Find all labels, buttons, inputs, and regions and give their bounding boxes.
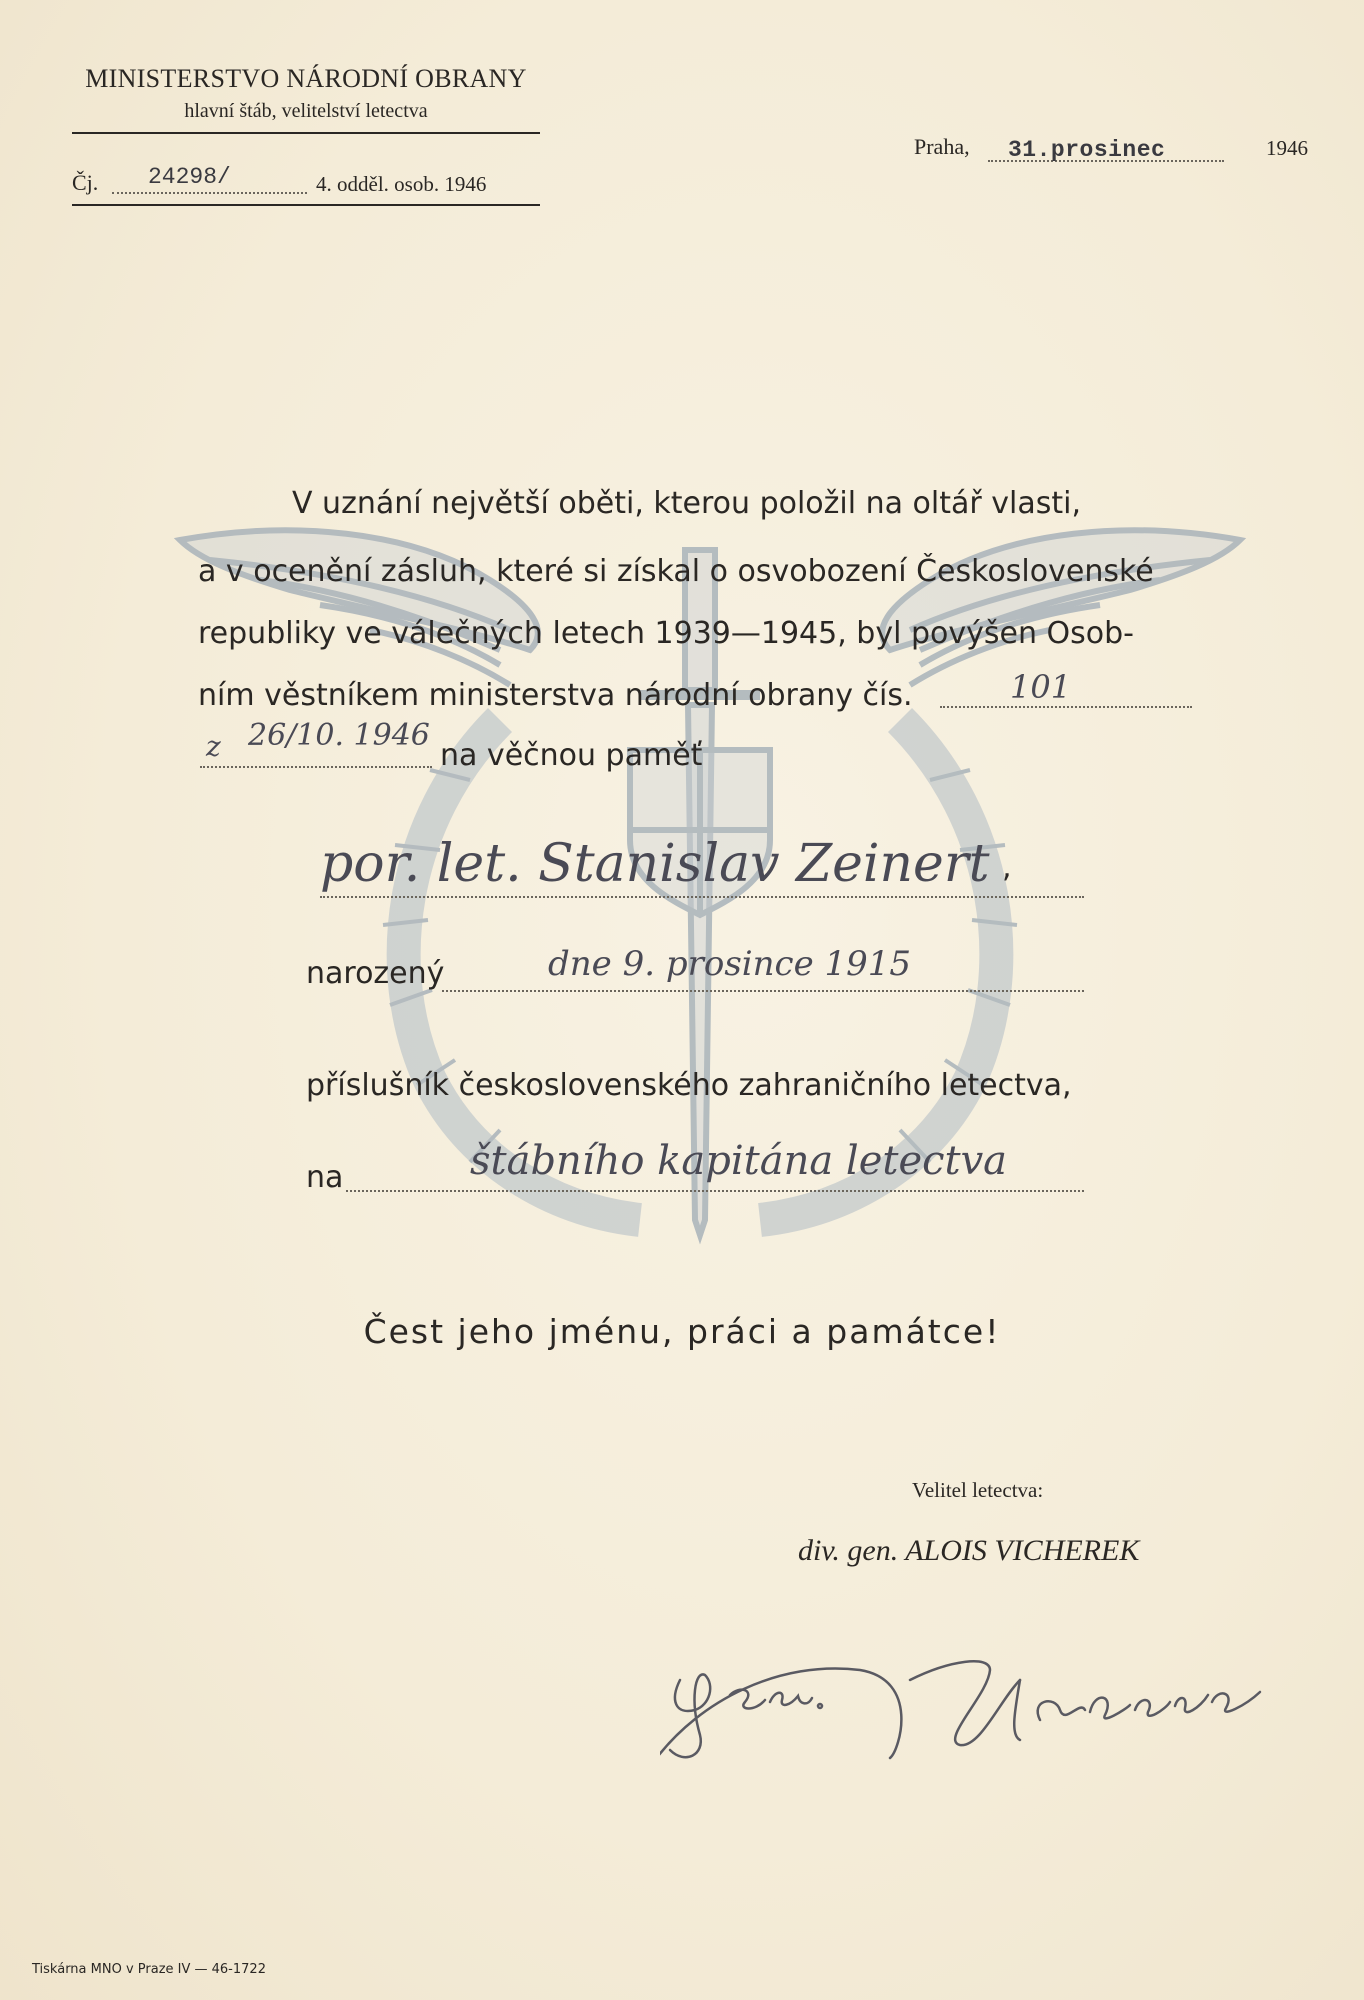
- place-label: Praha,: [914, 134, 970, 159]
- reference-label: Čj.: [72, 170, 99, 195]
- honoree-name-comma: ,: [1002, 850, 1012, 885]
- header-rule-bottom: [72, 204, 540, 206]
- commander-name: div. gen. ALOIS VICHEREK: [798, 1534, 1140, 1567]
- born-date: dne 9. prosince 1915: [548, 944, 912, 984]
- department-name: hlavní štáb, velitelství letectva: [184, 100, 428, 122]
- motto: Čest jeho jménu, práci a památce!: [363, 1312, 1001, 1351]
- bulletin-date-dotted-line: [200, 766, 432, 768]
- memory-text: na věčnou paměť: [440, 738, 703, 773]
- bulletin-date: 26/10. 1946: [248, 718, 430, 753]
- rank-text: štábního kapitána letectva: [470, 1138, 1008, 1184]
- rank-label: na: [306, 1160, 344, 1195]
- issue-date: 31.prosinec: [1008, 137, 1166, 163]
- commander-signature: [660, 1640, 1320, 1770]
- reference-number: 24298/: [148, 164, 231, 190]
- printer-note: Tiskárna MNO v Praze IV — 46-1722: [32, 1962, 266, 1977]
- rank-dotted-line: [346, 1190, 1084, 1192]
- issue-year: 1946: [1266, 136, 1308, 160]
- name-dotted-line: [320, 896, 1084, 898]
- member-text: příslušník československého zahraničního letectva,: [306, 1068, 1072, 1103]
- date-prefix: z: [206, 730, 221, 763]
- citation-line-1: V uznání největší oběti, kterou položil na oltář vlasti,: [292, 486, 1081, 521]
- born-label: narozený: [306, 956, 445, 991]
- institution-name: MINISTERSTVO NÁRODNÍ OBRANY: [85, 64, 527, 93]
- commander-title: Velitel letectva:: [912, 1478, 1044, 1502]
- citation-line-3: republiky ve válečných letech 1939—1945, byl povýšen Osob-: [198, 616, 1134, 651]
- bulletin-dotted-line: [940, 706, 1192, 708]
- reference-dotted-line: [112, 192, 307, 194]
- citation-line-2: a v ocenění zásluh, které si získal o osvobození Československé: [198, 554, 1154, 589]
- header-rule-top: [72, 132, 540, 134]
- bulletin-number: 101: [1010, 668, 1072, 706]
- reference-suffix: 4. odděl. osob. 1946: [316, 172, 487, 196]
- born-dotted-line: [442, 990, 1084, 992]
- citation-line-4: ním věstníkem ministerstva národní obrany čís.: [198, 678, 913, 713]
- honoree-name: por. let. Stanislav Zeinert: [320, 834, 990, 894]
